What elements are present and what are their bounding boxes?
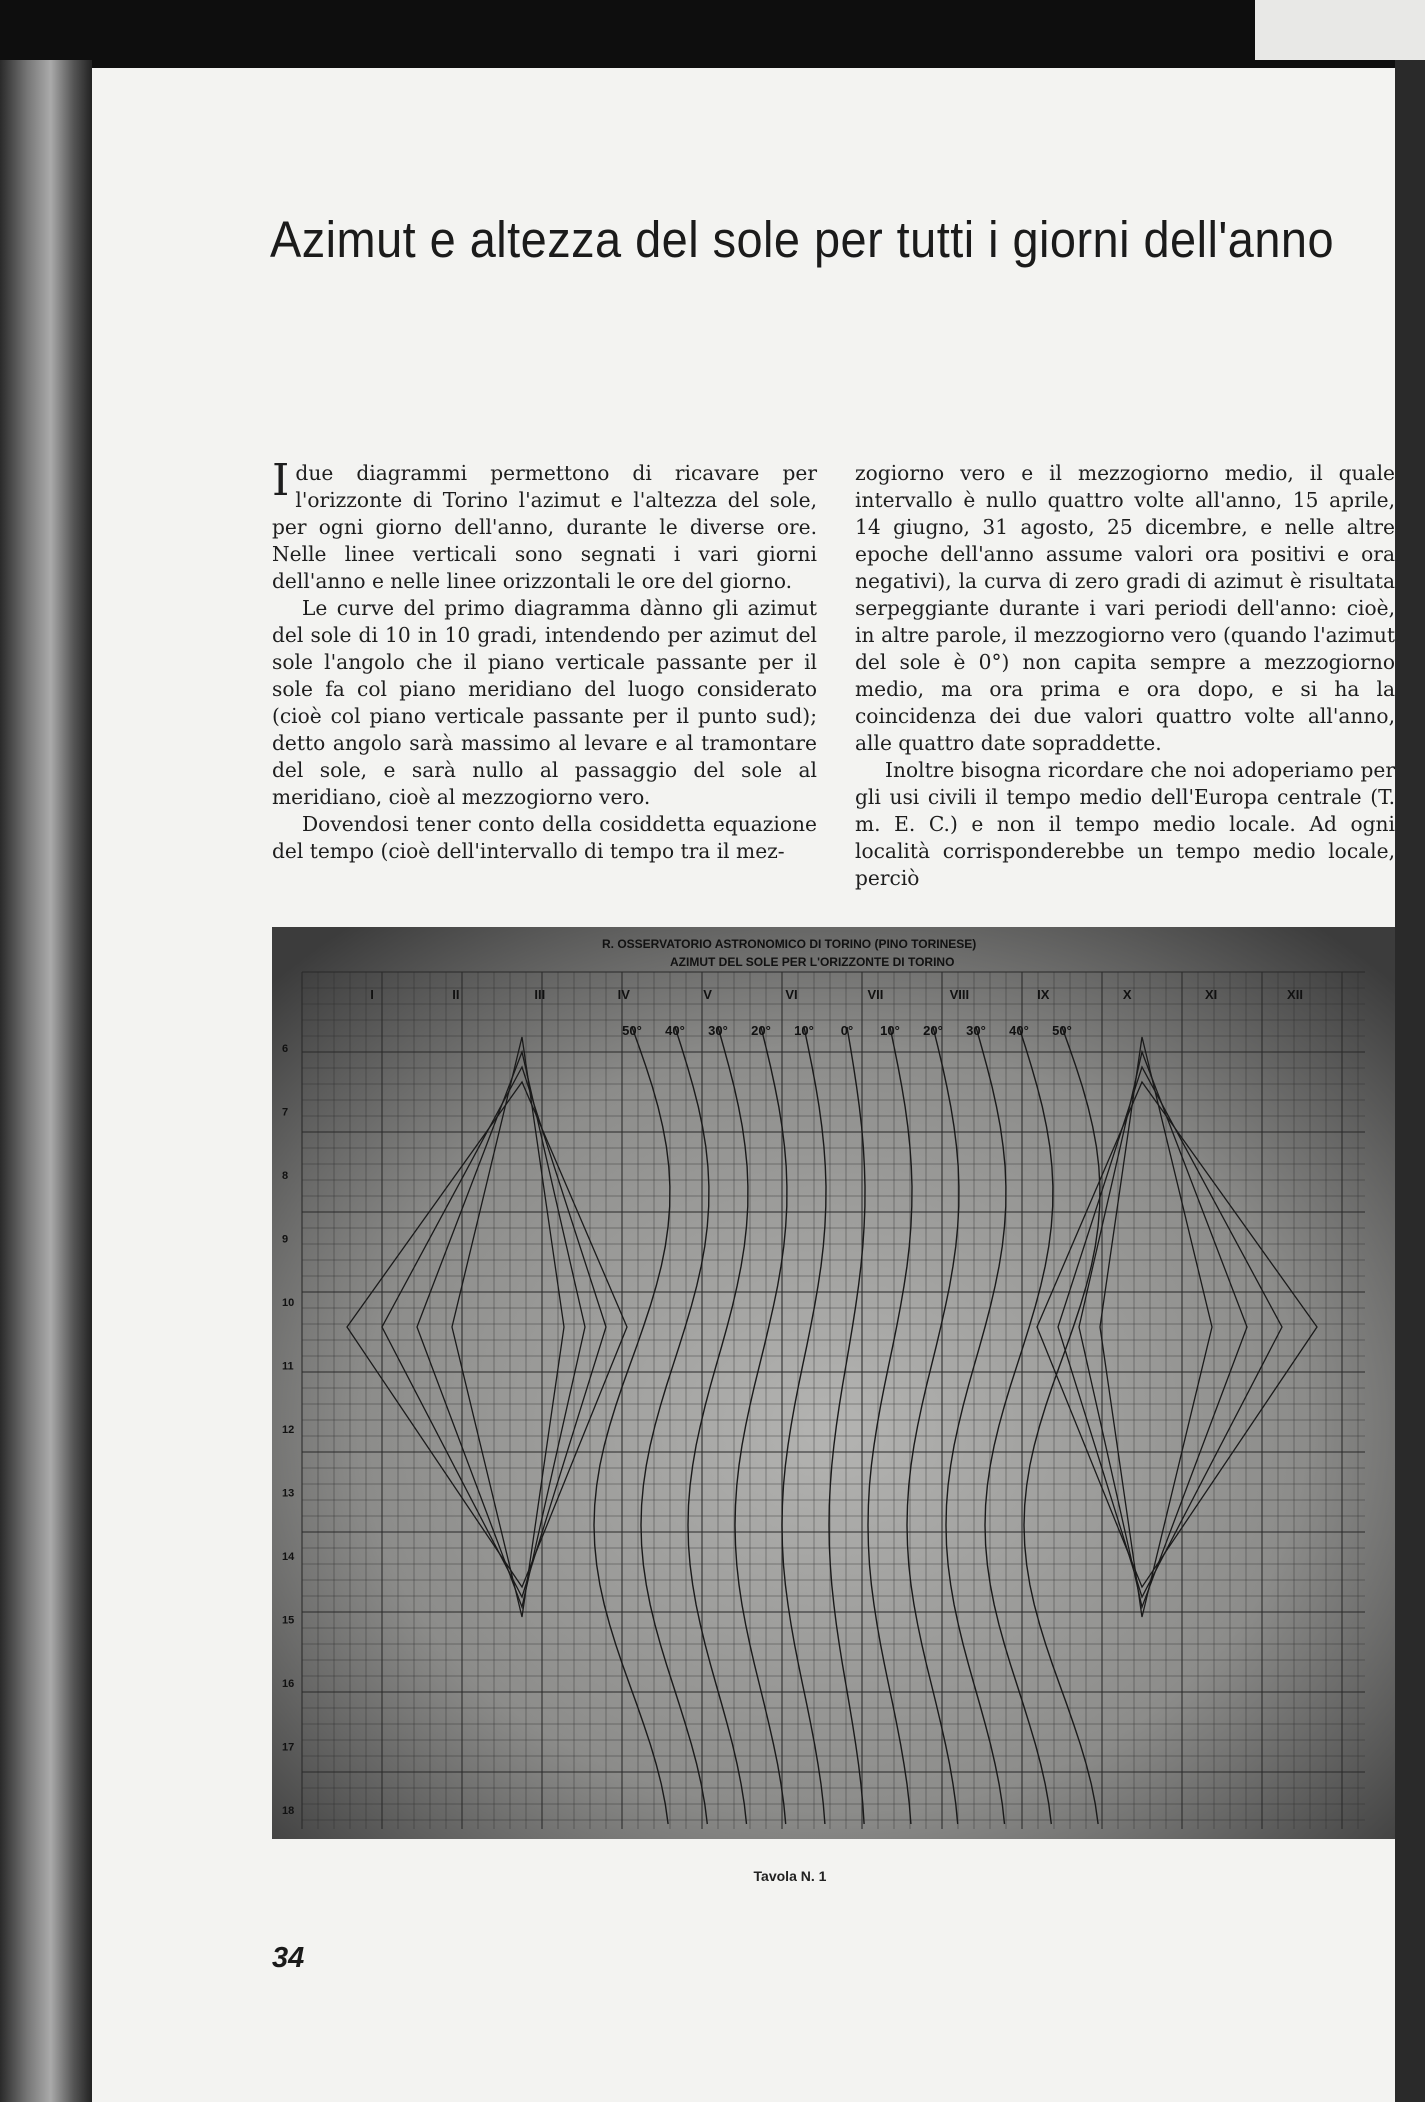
azimuth-curve-label: 20° xyxy=(751,1023,771,1038)
figure-caption: Tavola N. 1 xyxy=(753,1868,827,1884)
azimuth-curve-label: 50° xyxy=(622,1023,642,1038)
hour-tick-label: 18 xyxy=(282,1805,295,1817)
drop-cap: I xyxy=(272,455,290,506)
azimuth-curve-label: 10° xyxy=(880,1023,900,1038)
paragraph-text: due diagrammi permettono di ricavare per l'orizzonte di Torino l'azimut e l'altezza del sole, per ogni giorno dell'anno, durante le diverse ore. Nelle linee verticali sono segnati i vari giorni dell'anno e nelle linee orizzontali le ore del giorno. xyxy=(272,461,817,593)
hour-tick-label: 9 xyxy=(282,1233,289,1246)
article-paragraph: Le curve del primo diagramma dànno gli azimut del sole di 10 in 10 gradi, intendendo per azimut del sole l'angolo che il piano verticale passante per il sole fa col piano meridiano del luogo considerato (cioè col piano verticale passante per il punto sud); detto angolo sarà massimo al levare e al tramontare del sole, e sarà nullo al passaggio del sole al meridiano, cioè al mezzogiorno vero. xyxy=(272,596,817,809)
azimuth-curve-label: 30° xyxy=(708,1023,728,1038)
azimuth-chart-svg xyxy=(272,927,1395,1839)
month-tick-label: VIII xyxy=(949,987,970,1002)
azimuth-curve-label: 30° xyxy=(966,1023,986,1038)
scan-border-top xyxy=(0,0,1425,68)
month-tick-label: V xyxy=(703,987,712,1002)
month-tick-label: XI xyxy=(1204,987,1218,1002)
hour-tick-label: 13 xyxy=(282,1487,295,1500)
scan-border-corner xyxy=(1255,0,1425,60)
hour-tick-label: 15 xyxy=(282,1614,295,1627)
diagram-header-line1: R. OSSERVATORIO ASTRONOMICO DI TORINO (PINO TORINESE) xyxy=(602,937,977,951)
azimuth-curve-label: 50° xyxy=(1052,1023,1072,1038)
month-tick-label: XII xyxy=(1287,987,1303,1002)
article-column-right xyxy=(855,460,1395,892)
page-title: Azimut e altezza del sole per tutti i giorni dell'anno xyxy=(270,211,1335,268)
hour-tick-label: 14 xyxy=(282,1551,295,1563)
month-tick-label: VI xyxy=(785,987,798,1002)
hour-tick-label: 8 xyxy=(282,1170,289,1182)
month-tick-label: I xyxy=(370,987,374,1002)
azimuth-curve-label: 40° xyxy=(665,1023,685,1038)
article-paragraph: Inoltre bisogna ricordare che noi adoperiamo per gli usi civili il tempo medio dell'Europa centrale (T. m. E. C.) e non il tempo medio locale. Ad ogni località corrisponderebbe un tempo medio locale, perciò xyxy=(855,758,1395,890)
article-paragraph: zogiorno vero e il mezzogiorno medio, il quale intervallo è nullo quattro volte all'anno, 15 aprile, 14 giugno, 31 agosto, 25 dicembre, e nelle altre epoche dell'anno assume valori ora positivi e ora negativi), la curva di zero gradi di azimut è risultata serpeggiante durante i vari periodi dell'anno: cioè, in altre parole, il mezzogiorno vero (quando l'azimut del sole è 0°) non capita sempre a mezzogiorno medio, ma ora prima e ora dopo, e si ha la coincidenza dei due valori quattro volte all'anno, alle quattro date sopraddette. xyxy=(855,461,1395,755)
hour-tick-label: 16 xyxy=(282,1678,295,1690)
hour-tick-label: 17 xyxy=(282,1741,295,1754)
azimuth-curve-label: 40° xyxy=(1009,1023,1029,1038)
hour-tick-label: 6 xyxy=(282,1043,289,1055)
month-tick-label: II xyxy=(452,987,460,1002)
azimuth-curve-label: 20° xyxy=(923,1023,943,1038)
scan-border-right xyxy=(1395,60,1425,2102)
azimuth-diagram xyxy=(272,927,1395,1839)
month-tick-label: VII xyxy=(867,987,884,1002)
page-number: 34 xyxy=(272,1942,305,1974)
month-tick-label: III xyxy=(534,987,546,1002)
month-tick-label: X xyxy=(1122,987,1132,1002)
hour-tick-label: 11 xyxy=(282,1360,294,1373)
month-tick-label: IV xyxy=(617,987,630,1002)
azimuth-curve-label: 10° xyxy=(794,1023,814,1038)
hour-tick-label: 10 xyxy=(282,1297,295,1309)
month-tick-label: IX xyxy=(1037,987,1050,1002)
article-paragraph: Dovendosi tener conto della cosiddetta equazione del tempo (cioè dell'intervallo di tempo tra il mez- xyxy=(272,812,817,863)
article-column-left xyxy=(272,455,817,865)
scan-border-left xyxy=(0,60,92,2102)
hour-tick-label: 7 xyxy=(282,1106,289,1119)
hour-tick-label: 12 xyxy=(282,1424,295,1436)
azimuth-curve-label: 0° xyxy=(840,1023,854,1038)
diagram-header-line2: AZIMUT DEL SOLE PER L'ORIZZONTE DI TORINO xyxy=(670,955,955,969)
article-paragraph xyxy=(272,455,817,595)
